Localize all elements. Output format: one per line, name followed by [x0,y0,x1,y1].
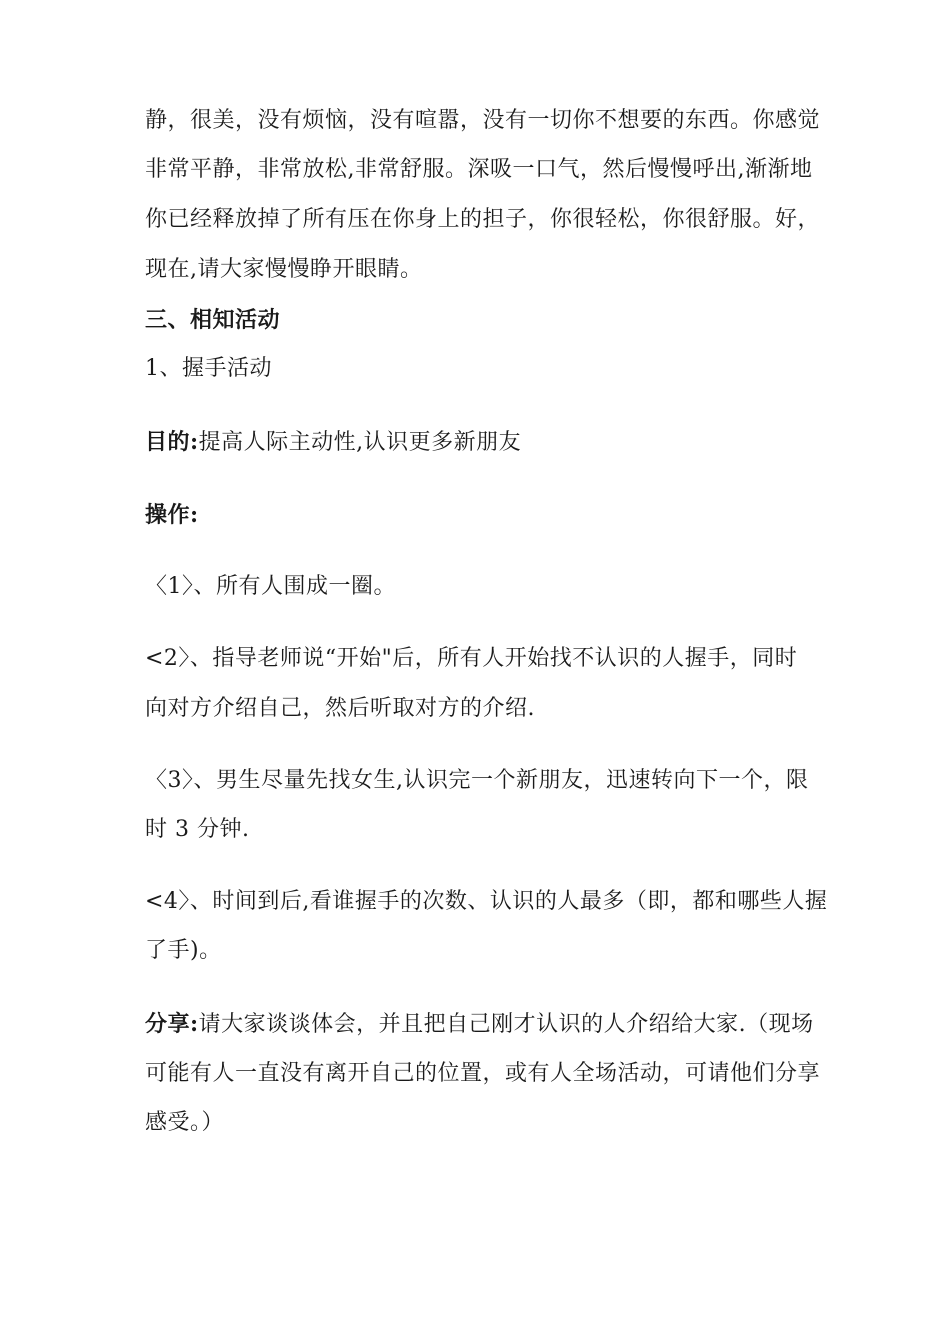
section-heading: 三、相知活动 [145,307,281,333]
step-line: 了手)。 [145,938,222,963]
step-line: 向对方介绍自己，然后听取对方的介绍. [145,696,535,721]
step-line: <2〉、指导老师说“开始"后，所有人开始找不认识的人握手，同时 [145,646,798,671]
step-line: 〈1〉、所有人围成一圈。 [145,574,396,599]
intro-line: 现在,请大家慢慢睁开眼睛。 [145,257,423,282]
intro-line: 静，很美，没有烦恼，没有喧嚣，没有一切你不想要的东西。你感觉 [145,108,821,133]
intro-line: 非常平静，非常放松,非常舒服。深吸一口气，然后慢慢呼出,渐渐地 [145,157,813,182]
purpose-label: 目的: [145,429,199,455]
share-paragraph [145,1009,814,1040]
activity-title: 1、握手活动 [145,356,272,381]
share-text: 请大家谈谈体会，并且把自己刚才认识的人介绍给大家.（现场 [198,1012,814,1037]
share-line: 感受。） [145,1110,225,1135]
intro-line: 你已经释放掉了所有压在你身上的担子，你很轻松，你很舒服。好， [145,207,821,232]
step-line: <4〉、时间到后,看谁握手的次数、认识的人最多（即，都和哪些人握 [145,889,828,914]
share-line: 可能有人一直没有离开自己的位置，或有人全场活动，可请他们分享 [145,1061,821,1086]
purpose-text: 提高人际主动性,认识更多新朋友 [198,430,522,455]
operation-label: 操作: [145,502,199,528]
step-line: 〈3〉、男生尽量先找女生,认识完一个新朋友，迅速转向下一个，限 [145,768,809,793]
share-label: 分享: [145,1011,199,1037]
purpose-paragraph [145,427,521,458]
step-line: 时 3 分钟. [145,817,250,842]
